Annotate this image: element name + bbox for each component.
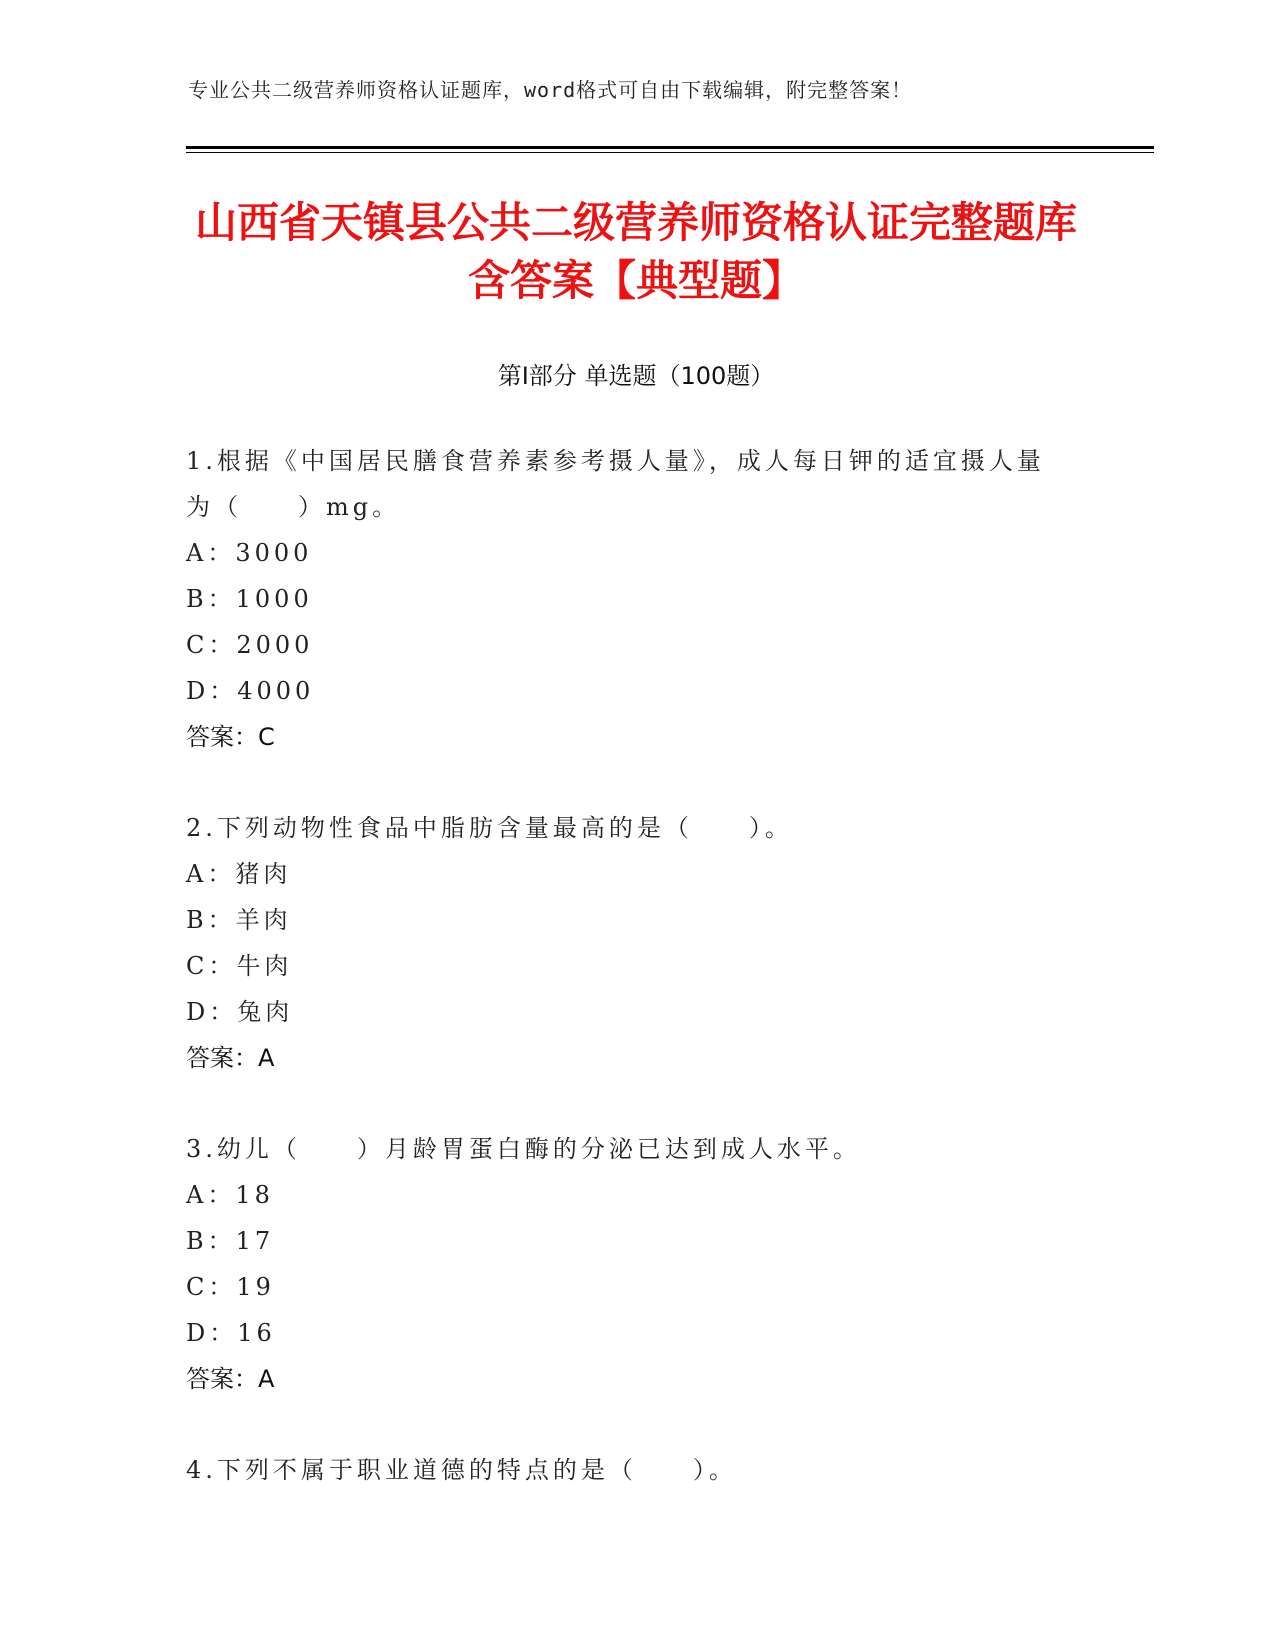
answer: 答案：A: [186, 1365, 275, 1393]
question-2: [186, 805, 1066, 1081]
question-stem: 2.下列动物性食品中脂肪含量最高的是（ ）。: [186, 814, 793, 842]
question-stem: 3.幼儿（ ）月龄胃蛋白酶的分泌已达到成人水平。: [186, 1135, 861, 1163]
option-b: B：1000: [186, 585, 313, 613]
question-stem: 4.下列不属于职业道德的特点的是（ ）。: [186, 1456, 737, 1484]
question-1: [186, 438, 1066, 760]
option-d: D：16: [186, 1319, 276, 1347]
option-d: D：兔肉: [186, 998, 294, 1026]
answer: 答案：C: [186, 723, 275, 751]
option-b: B：17: [186, 1227, 275, 1255]
option-a: A：18: [186, 1181, 274, 1209]
header-rule-thick: [186, 146, 1154, 149]
option-c: C：牛肉: [186, 952, 293, 980]
question-stem: 1.根据《中国居民膳食营养素参考摄人量》，成人每日钾的适宜摄人量为（ ）mg。: [186, 447, 1045, 521]
option-b: B：羊肉: [186, 906, 292, 934]
question-3: [186, 1126, 1066, 1402]
question-4: [186, 1447, 1066, 1493]
answer: 答案：A: [186, 1044, 275, 1072]
header-rule-thin: [186, 152, 1154, 153]
option-a: A：猪肉: [186, 860, 292, 888]
option-d: D：4000: [186, 677, 315, 705]
option-c: C：2000: [186, 631, 314, 659]
option-c: C：19: [186, 1273, 275, 1301]
document-title: 山西省天镇县公共二级营养师资格认证完整题库含答案【典型题】: [194, 198, 1077, 305]
question-list: [186, 438, 1066, 1538]
section-heading: 第Ⅰ部分 单选题（100题）: [497, 362, 775, 390]
header-note: 专业公共二级营养师资格认证题库，word格式可自由下载编辑，附完整答案！: [188, 78, 913, 102]
option-a: A：3000: [186, 539, 313, 567]
